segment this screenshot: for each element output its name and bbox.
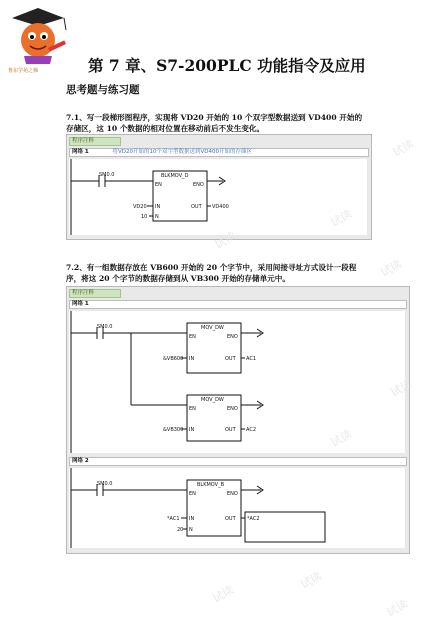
q2-network1-label: 网络 1 [72,301,89,307]
watermark: 试读 [210,583,237,606]
watermark: 试读 [212,229,239,252]
page-title: 第 7 章、S7-200PLC 功能指令及应用 [88,56,366,75]
q2-contact2-label: SM0.0 [97,481,113,487]
q1-in-value: VD20 [133,204,147,210]
q1-contact-label: SM0.0 [99,172,115,178]
q2-contact-label: SM0.0 [97,324,113,330]
watermark: 试读 [328,427,355,450]
watermark: 试读 [388,377,415,400]
q2-mov2-eno: ENO [227,406,238,412]
watermark: 试读 [378,257,405,280]
q1-program-panel [66,134,372,240]
q2-mov1-out-value: AC1 [246,356,257,362]
q1-block-out: OUT [191,204,202,210]
q2-mov1-out: OUT [225,356,236,362]
logo [4,4,82,76]
logo-seal-icon [4,4,82,76]
q2-blk-in-value: *AC1 [167,516,180,522]
watermark: 试读 [384,597,411,620]
q2-ladder-area-2 [69,468,405,548]
q2-mov1-en: EN [189,334,196,340]
q1-out-value: VD400 [212,204,229,210]
q1-block-en: EN [155,182,162,188]
q2-blk-n: N [189,527,193,533]
q2-blk-in: IN [189,516,195,522]
question-7-1: 7.1、写一段梯形图程序，实现将 VD20 开始的 10 个双字型数据送到 VD400 开始的存储区，这 10 个数据的相对位置在移动前后不发生变化。 [66,113,363,133]
q1-program-comment-bar[interactable]: 程序注释 [69,137,121,146]
q2-blk-n-value: 20 [177,527,184,533]
q2-blk-en: EN [189,491,196,497]
watermark: 试读 [298,569,325,592]
section-subtitle: 思考题与练习题 [66,84,140,96]
q1-network-row[interactable] [69,148,369,157]
q1-block-in: IN [155,204,161,210]
q2-ladder-diagram-2 [69,468,405,548]
q2-mov2-name: MOV_DW [201,397,224,403]
q1-ladder-diagram [69,159,367,235]
q2-network2-label: 网络 2 [72,458,89,464]
watermark: 试读 [328,207,355,230]
watermark: 试读 [390,137,417,160]
question-7-2: 7.2、有一组数据存放在 VB600 开始的 20 个字节中，采用间接寻址方式设计一段程序，将这 20 个字节的数据存储到从 VB300 开始的存储单元中。 [66,263,357,283]
q2-blk-out-value: *AC2 [247,516,260,522]
q2-blk-name: BLKMOV_B [197,482,225,488]
q2-ladder-area-1 [69,311,405,453]
q2-mov1-name: MOV_DW [201,325,224,331]
q2-program-panel [66,286,410,554]
svg-text:鲁东学苑之梯: 鲁东学苑之梯 [8,68,39,74]
q2-mov2-in: IN [189,427,195,433]
q1-ladder-area [69,159,367,235]
q2-blk-eno: ENO [227,491,238,497]
q2-mov2-in-value: &VB300 [163,427,184,433]
q1-block-name: BLKMOV_D [161,173,189,179]
q2-network1-row[interactable] [69,300,407,309]
q1-network-label: 网络 1 [72,149,89,155]
q2-program-comment-bar[interactable]: 程序注释 [69,289,121,298]
q2-mov1-in: IN [189,356,195,362]
q2-mov2-out: OUT [225,427,236,433]
q2-blk-out: OUT [225,516,236,522]
q2-ladder-diagram-1 [69,311,405,453]
q1-n-value: 10 [141,214,148,220]
q2-mov1-in-value: &VB600 [163,356,184,362]
q1-network-comment: 将VD20开始的10个双字型数据送到VD400开始的存储区 [112,149,252,155]
q2-mov2-out-value: AC2 [246,427,257,433]
q2-mov1-eno: ENO [227,334,238,340]
q2-mov2-en: EN [189,406,196,412]
q2-network2-row[interactable] [69,457,407,466]
q1-block-eno: ENO [193,182,204,188]
q1-block-n: N [155,214,159,220]
